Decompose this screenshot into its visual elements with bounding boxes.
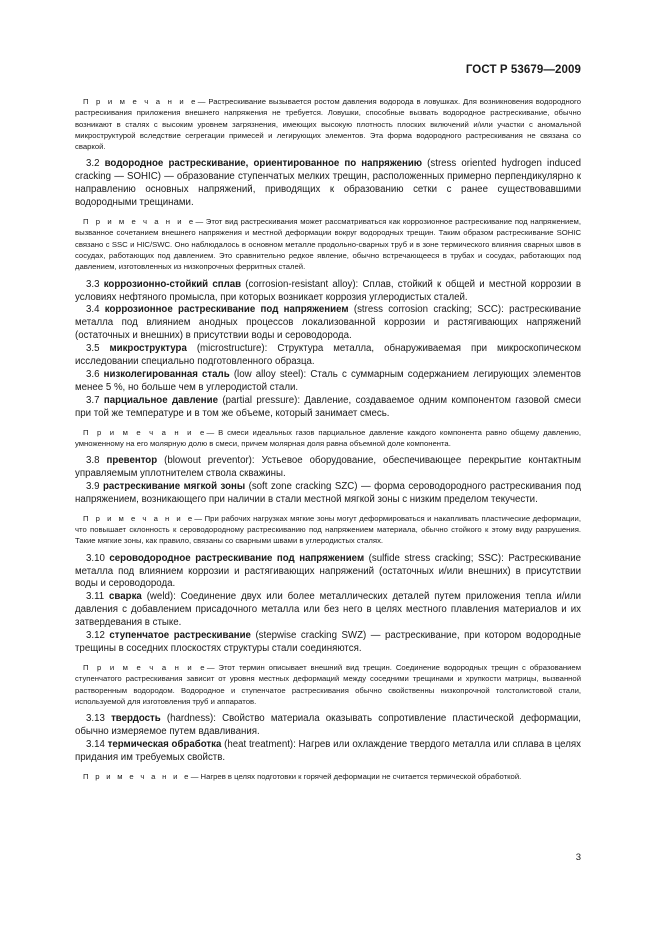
note-paragraph	[75, 513, 581, 547]
note-label: П р и м е ч а н и е	[83, 97, 198, 106]
definition-term: термическая обработка	[107, 738, 222, 750]
definition-text: (microstructure): Структура металла, обнаруживаемая при микроскопическом исследовании специально подготовленного образца.	[75, 343, 581, 368]
definition-number: 3.10	[86, 552, 105, 564]
note-label: П р и м е ч а н и е	[83, 662, 207, 672]
definition-3-3	[75, 279, 581, 305]
document-body	[75, 96, 581, 788]
page-number: 3	[575, 852, 581, 863]
definition-number: 3.12	[86, 630, 105, 642]
definition-3-2	[75, 158, 581, 210]
note-text: — В смеси идеальных газов парциальное давление каждого компонента равно общему давлению, умноженному на его молярную долю в смеси, причем молярная доля равна объемной доле компонента.	[75, 427, 581, 448]
definition-number: 3.4	[86, 304, 100, 316]
definition-text: (blowout preventor): Устьевое оборудование, обеспечивающее перекрытие контактным управляемым уплотнителем ствола скважины.	[75, 455, 581, 480]
definition-3-11	[75, 591, 581, 630]
definition-text: (partial pressure): Давление, создаваемое одним компонентом газовой смеси при той же температуре и в том же объеме, который занимает смесь.	[75, 394, 581, 419]
definition-term: коррозионное растрескивание под напряжением	[104, 304, 349, 316]
note-label: П р и м е ч а н и е	[83, 513, 195, 523]
definition-term: твердость	[111, 713, 161, 725]
definition-text: (hardness): Свойство материала оказывать сопротивление пластической деформации, обычно измеряемое путем вдавливания.	[75, 713, 581, 738]
definition-term: сварка	[109, 591, 142, 603]
definition-3-12	[75, 630, 581, 656]
note-paragraph	[75, 427, 581, 450]
note-label: П р и м е ч а н и е	[83, 217, 196, 227]
definition-text: (soft zone cracking SZC) — форма сероводородного растрескивания под напряжением, возникающего при наличии в стали местной мягкой зоны с низким пределом текучести.	[75, 480, 581, 505]
note-label: П р и м е ч а н и е	[83, 427, 207, 437]
definition-text: (corrosion-resistant alloy): Сплав, стойкий к общей и местной коррозии в условиях нефтяного промысла, при которых возникает коррозия углеродистых сталей.	[75, 278, 581, 303]
definition-term: сероводородное растрескивание под напряжением	[109, 552, 365, 564]
definition-term: коррозионно-стойкий сплав	[103, 278, 242, 290]
definition-term: ступенчатое растрескивание	[109, 630, 251, 642]
definition-number: 3.11	[86, 591, 105, 603]
definition-term: низколегированная сталь	[103, 368, 230, 380]
definition-term: водородное растрескивание, ориентированное по напряжению	[104, 158, 423, 170]
definition-3-7	[75, 395, 581, 421]
definition-number: 3.9	[86, 480, 100, 492]
definition-text: (stress corrosion cracking; SCC): растрескивание металла под влиянием анодных процессов локализованной коррозии и растягивающих напряжений (остаточных и внешних) в присутствии воды и сероводорода.	[75, 304, 581, 342]
note-paragraph	[75, 216, 581, 272]
definition-text: (low alloy steel): Сталь с суммарным содержанием легирующих элементов менее 5 %, но больше чем в углеродистой стали.	[75, 368, 581, 393]
definition-term: парциальное давление	[103, 394, 218, 406]
definition-text: (weld): Соединение двух или более металлических деталей путем приложения тепла и/или давления с добавлением присадочного металла или без него в целях местного плавления материалов и их затвердевания в стыке.	[75, 591, 581, 629]
definition-3-8	[75, 455, 581, 481]
definition-number: 3.2	[86, 158, 100, 170]
definition-number: 3.5	[86, 343, 100, 355]
definition-number: 3.8	[86, 455, 100, 467]
definition-3-10	[75, 553, 581, 592]
definition-3-4	[75, 304, 581, 343]
definition-3-9	[75, 481, 581, 507]
note-paragraph	[75, 771, 581, 782]
definition-number: 3.14	[86, 738, 105, 750]
definition-term: растрескивание мягкой зоны	[102, 480, 246, 492]
definition-text: (stress oriented hydrogen induced cracking — SOHIC) — образование ступенчатых мелких трещин, расположенных примерно перпендикулярно к направлению основных напряжений, приводящих к образованию сетки с ранее существовавшими водородными трещинами.	[75, 158, 581, 209]
definition-text: (heat treatment): Нагрев или охлаждение твердого металла или сплава в целях придания им требуемых свойств.	[75, 738, 581, 763]
definition-3-5	[75, 343, 581, 369]
note-paragraph	[75, 662, 581, 707]
definition-term: микроструктура	[109, 343, 187, 355]
note-text: — Нагрев в целях подготовки к горячей деформации не считается термической обработкой.	[190, 771, 522, 781]
note-text: — Растрескивание вызывается ростом давления водорода в ловушках. Для возникновения водородного растрескивания приложения внешнего напряжения не требуется. Ловушки, способные вызвать водородное растрескивание, обычно возникают в сталях с высоким уровнем загрязнения, имеющих высокую плотность плоских включений и/или участки с аномальной микроструктурой вследствие сегрегации примесей и легирующих элементов. Эта форма водородного растрескивания не связана со сваркой.	[75, 97, 581, 152]
definition-text: (stepwise cracking SWZ) — растрескивание, при котором водородные трещины в соседних плоскостях структуры стали соединяются.	[75, 630, 581, 655]
document-header: ГОСТ Р 53679—2009	[465, 64, 581, 76]
definition-number: 3.7	[86, 394, 100, 406]
definition-3-6	[75, 369, 581, 395]
definition-text: (sulfide stress cracking; SSC): Растрескивание металла под влиянием коррозии и растягивающих напряжений (остаточных и/или внешних) в присутствии воды и сероводорода.	[75, 552, 581, 590]
note-label: П р и м е ч а н и е	[83, 771, 191, 781]
definition-term: превентор	[106, 455, 158, 467]
definition-3-13	[75, 713, 581, 739]
note-text: — Этот термин описывает внешний вид трещин. Соединение водородных трещин с образованием ступенчатого растрескивания зависит от уровня местных деформаций между соседними трещинами и хрупкости матрицы, вызванной растворенным водородом. Водородное и ступенчатое растрескивания обычно свойственны низкопрочной толстолистовой стали, используемой для изготовления труб и аппаратов.	[75, 662, 581, 706]
note-text: — При рабочих нагрузках мягкие зоны могут деформироваться и накапливать пластические деформации, что повышает склонность к сероводородному растрескиванию под напряжением материала, обычно стойкого к этому виду разрушения. Такие мягкие зоны, как правило, связаны со сварными швами в углеродистых сталях.	[75, 513, 581, 546]
note-text: — Этот вид растрескивания может рассматриваться как коррозионное растрескивание под напряжением, вызванное сочетанием внешнего напряжения и местной деформации вокруг водородных трещин. Таким образом растрескивание SOHIC связано с SSC и HIC/SWC. Оно наблюдалось в основном металле продольно-сварных труб и в зоне термического влияния сварных швов в сосудах, работающих под давлением. Это сравнительно редкое явление, обычно встречающееся в трубах и сосудах, работающих под давлением, изготовленных из низкопрочных ферритных сталей.	[75, 217, 581, 272]
definition-number: 3.6	[86, 368, 100, 380]
note-paragraph	[75, 96, 581, 152]
definition-3-14	[75, 739, 581, 765]
definition-number: 3.3	[86, 278, 100, 290]
definition-number: 3.13	[86, 713, 105, 725]
